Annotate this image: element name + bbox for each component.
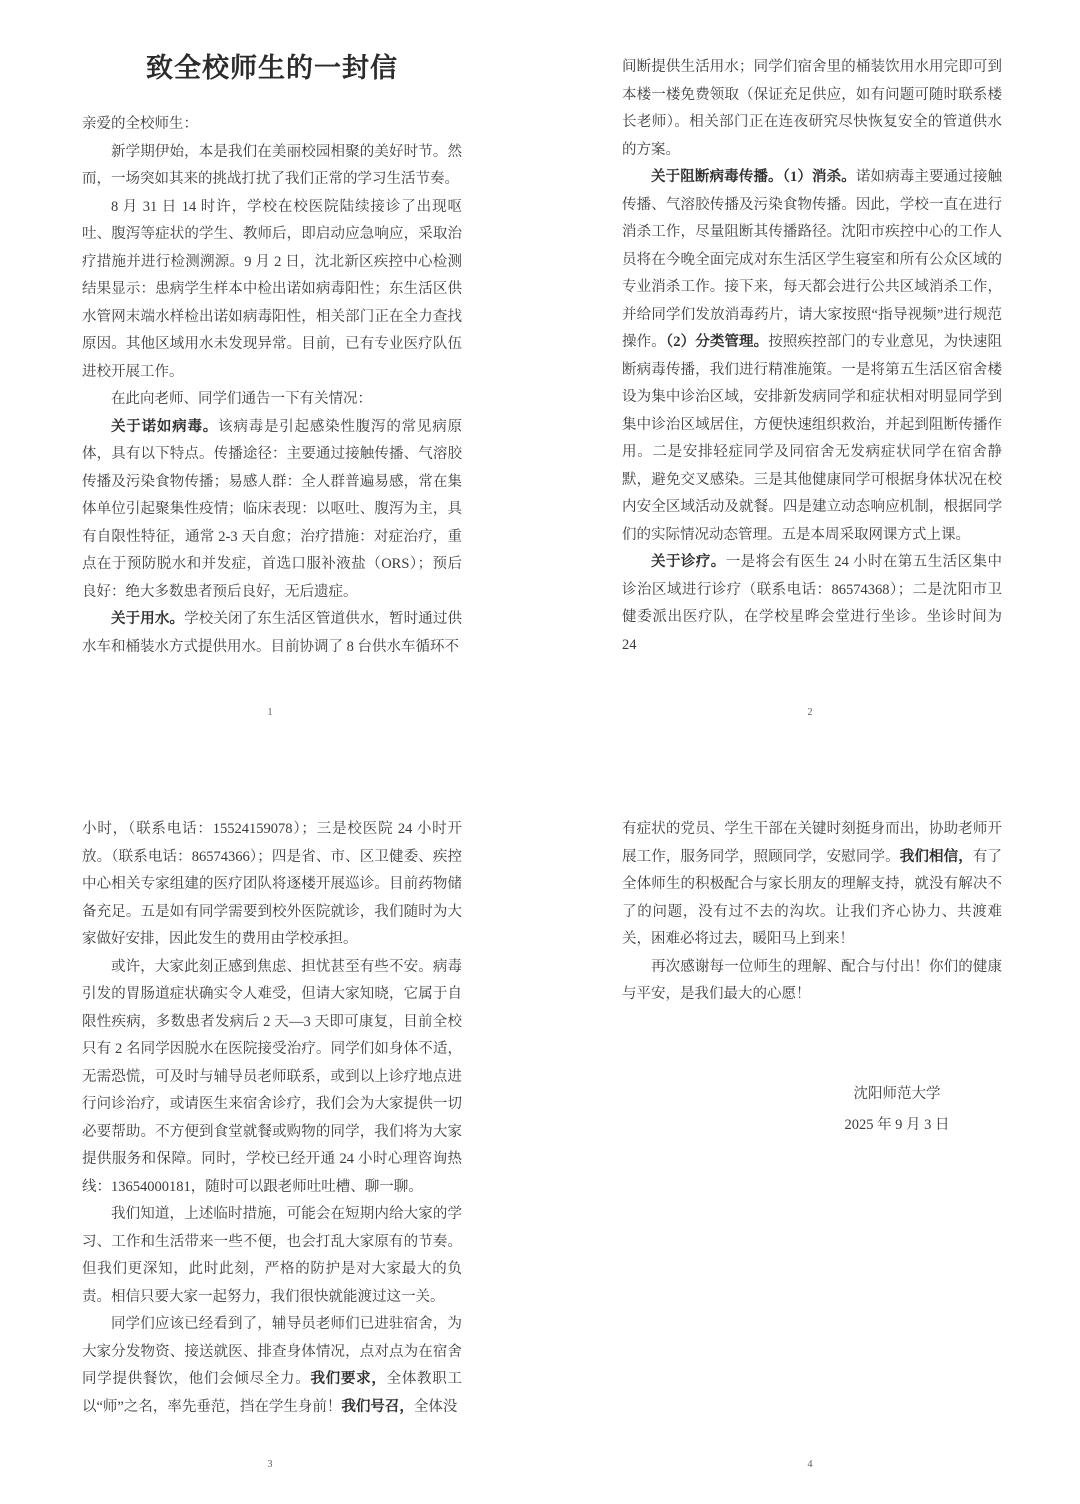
paragraph [622, 816, 1002, 954]
page-3-body [82, 752, 462, 1421]
text-run: 该病毒是引起感染性腹泻的常见病原体，具有以下特点。传播途径：主要通过接触传播、气溶胶传播及污染食物传播；易感人群：全人群普遍易感，常在集体单位引起聚集性疫情；临床表现：以呕吐、腹泻为主，具有自限性特征，通常 2-3 天自愈；治疗措施：对症治疗，重点在于预防脱水和并发症，首选口服补液盐（ORS）；预后良好：绝大多数患者预后良好，无后遗症。 [82, 418, 463, 600]
signature: 沈阳师范大学 [853, 1085, 941, 1102]
text-run: 8 月 31 日 14 时许，学校在校医院陆续接诊了出现呕吐、腹泻等症状的学生、教师后，即启动应急响应，采取治疗措施并进行检测溯源。9 月 2 日，沈北新区疾控中心检测结果显示：患病学生样本中检出诺如病毒阳性；东生活区供水管网末端水样检出诺如病毒阳性，相关部门正在全力查找原因。其他区域用水未发现异常。目前，已有专业医疗队伍进校开展工作。 [82, 198, 462, 380]
date-line: 2025 年 9 月 3 日 [844, 1116, 950, 1133]
page-number: 2 [807, 707, 813, 718]
paragraph [622, 54, 1002, 164]
page-4 [540, 752, 1080, 1504]
bold-text-run: 关于用水。 [111, 611, 185, 627]
bold-text-run: 关于阻断病毒传播。（1）消杀。 [651, 169, 856, 185]
text-run: 一是将会有医生 24 小时在第五生活区集中诊治区域进行诊疗（联系电话：86574368）；二是沈阳市卫健委派出医疗队，在学校星晔会堂进行坐诊。坐诊时间为 24 [622, 554, 1003, 653]
text-run: 小时，（联系电话：15524159078）；三是校医院 24 小时开放。（联系电话：86574366）；四是省、市、区卫健委、疾控中心相关专家组建的医疗团队将逐楼开展巡诊。目前药物储备充足。五是如有同学需要到校外医院就诊，我们随时为大家做好安排，因此发生的费用由学校承担。 [82, 821, 462, 947]
bold-text-run: 我们要求， [310, 1371, 387, 1387]
bold-text-run: 关于诊疗。 [651, 554, 726, 570]
page-3 [0, 752, 540, 1504]
text-run: 学校关闭了东生活区管道供水，暂时通过供水车和桶装水方式提供用水。目前协调了 8 台供水车循环不 [82, 611, 463, 655]
text-run: 有症状的党员、学生干部在关键时刻挺身而出，协助老师开展工作，服务同学，照顾同学，安慰同学。 [622, 821, 1002, 865]
paragraph [622, 549, 1002, 659]
bold-text-run: 我们号召， [341, 1398, 414, 1415]
bold-text-run: （2）分类管理。 [665, 334, 769, 350]
text-run: 新学期伊始，本是我们在美丽校园相聚的美好时节。然而，一场突如其来的挑战打扰了我们正常的学习生活节奏。 [82, 143, 462, 187]
text-run: 亲爱的全校师生： [82, 116, 198, 132]
page-1 [0, 0, 540, 752]
text-run: 再次感谢每一位师生的理解、配合与付出！你们的健康与平安，是我们最大的心愿！ [622, 958, 1002, 1002]
text-run: 我们知道，上述临时措施，可能会在短期内给大家的学习、工作和生活带来一些不便，也会打乱大家原有的节奏。但我们更深知，此时此刻，严格的防护是对大家最大的负责。相信只要大家一起努力，我们很快就能渡过这一关。 [82, 1206, 462, 1305]
text-run: 全体没 [413, 1398, 458, 1415]
text-run: 按照疾控部门的专业意见，为快速阻断病毒传播，我们进行精准施策。一是将第五生活区宿舍楼设为集中诊治区域，安排新发病同学和症状相对明显同学到集中诊治区域居住，方便快速组织救治，并起到阻断传播作用。二是安排轻症同学及同宿舍无发病症状同学在宿舍静默，避免交叉感染。三是其他健康同学可根据身体状况在校内安全区域活动及就餐。四是建立动态响应机制，根据同学们的实际情况动态管理。五是本周采取网课方式上课。 [622, 334, 1003, 543]
bold-text-run: 我们相信， [899, 848, 973, 865]
text-run: 全体教职工以“师”之名，率先垂范，挡在学生身前！ [82, 1371, 463, 1415]
signature-block [622, 1079, 1002, 1141]
paragraph [82, 816, 462, 954]
paragraph [82, 139, 462, 194]
page-number: 3 [267, 1459, 273, 1470]
paragraph [82, 606, 462, 661]
paragraph [82, 954, 462, 1202]
bold-text-run: 关于诺如病毒。 [111, 418, 219, 435]
page-4-body [622, 752, 1002, 1141]
paragraph [82, 1201, 462, 1311]
page-number: 1 [267, 707, 273, 718]
page-1-body [82, 111, 462, 661]
text-run: 同学们应该已经看到了，辅导员老师们已进驻宿舍，为大家分发物资、接送就医、排查身体情况，点对点为在宿舍同学提供餐饮，他们会倾尽全力。 [82, 1316, 462, 1387]
text-run: 诺如病毒主要通过接触传播、气溶胶传播及污染食物传播。因此，学校一直在进行消杀工作，尽量阻断其传播路径。沈阳市疾控中心的工作人员将在今晚全面完成对东生活区学生寝室和所有公众区域的专业消杀工作。接下来，每天都会进行公共区域消杀工作，并给同学们发放消毒药片，请大家按照“指导视频”进行规范操作。 [622, 169, 1002, 350]
salutation [82, 111, 462, 139]
letter-title: 致全校师生的一封信 [146, 53, 398, 83]
paragraph [622, 954, 1002, 1009]
paragraph [622, 164, 1002, 549]
text-run: 有了全体师生的积极配合与家长朋友的理解支持，就没有解决不了的问题，没有过不去的沟坎。让我们齐心协力、共渡难关，困难必将过去，暖阳马上到来！ [622, 848, 1003, 947]
text-run: 间断提供生活用水；同学们宿舍里的桶装饮用水用完即可到本楼一楼免费领取（保证充足供应，如有问题可随时联系楼长老师）。相关部门正在连夜研究尽快恢复安全的管道供水的方案。 [622, 59, 1002, 158]
page-number: 4 [807, 1459, 813, 1470]
page-2-body [622, 0, 1002, 659]
text-run: 或许，大家此刻正感到焦虑、担忧甚至有些不安。病毒引发的胃肠道症状确实令人难受，但请大家知晓，它属于自限性疾病，多数患者发病后 2 天—3 天即可康复，目前全校只有 2 名同学因脱水在医院接受治疗。同学们如身体不适，无需恐慌，可及时与辅导员老师联系，或到以上诊疗地点进行问诊治疗，或请医生来宿舍诊疗，我们会为大家提供一切必要帮助。不方便到食堂就餐或购物的同学，我们将为大家提供服务和保障。同时，学校已经开通 24 小时心理咨询热线：13654000181，随时可以跟老师吐吐槽、聊一聊。 [82, 958, 462, 1195]
paragraph [82, 194, 462, 387]
paragraph [82, 414, 462, 607]
paragraph [82, 1311, 462, 1421]
paragraph [82, 386, 462, 414]
page-2 [540, 0, 1080, 752]
text-run: 在此向老师、同学们通告一下有关情况： [111, 391, 372, 407]
